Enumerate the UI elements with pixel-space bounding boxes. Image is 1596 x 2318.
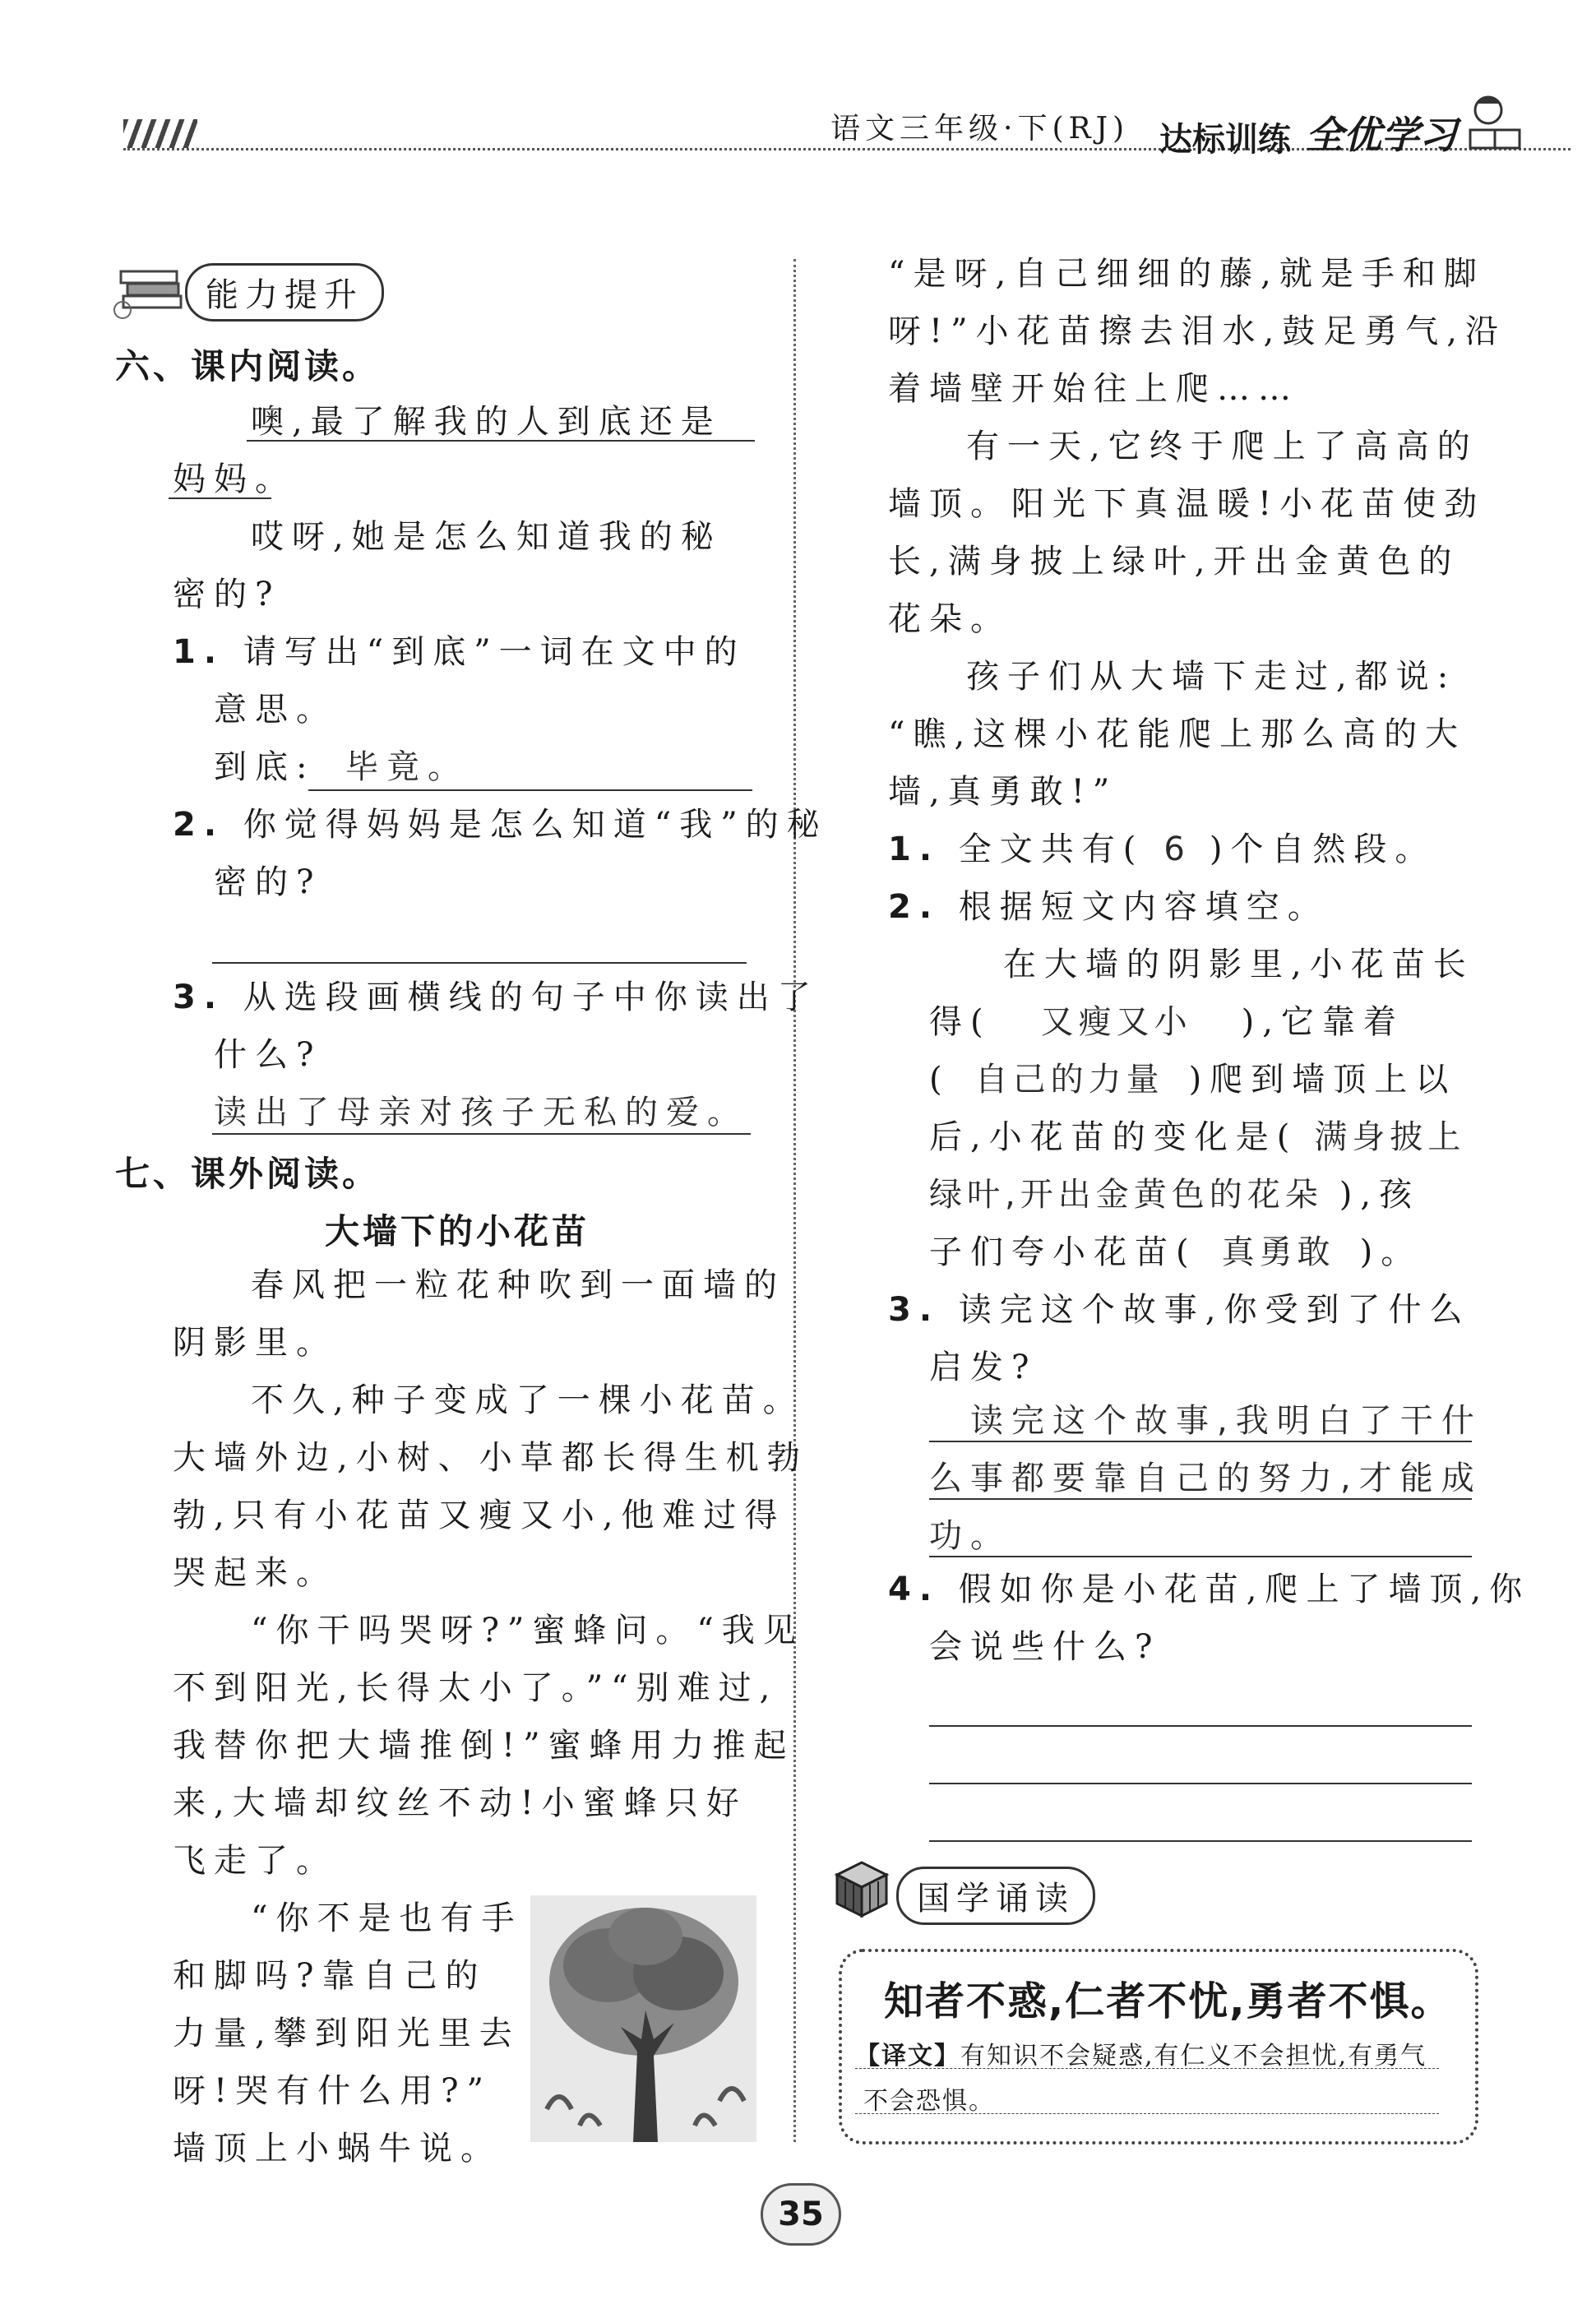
story-line: 不久,种子变成了一棵小花苗。 — [251, 1381, 804, 1419]
question-r1: 1. 全文共有( 6 )个自然段。 — [888, 831, 1436, 868]
fill-line5: 绿叶,开出金黄色的花朵 ),孩 — [929, 1176, 1421, 1214]
translation-underline — [855, 2068, 1439, 2069]
story-line: “瞧,这棵小花能爬上那么高的大 — [888, 715, 1467, 753]
story-line: “你干吗哭呀?”蜜蜂问。“我见 — [251, 1612, 804, 1649]
story-line: 着墙壁开始往上爬…… — [888, 370, 1299, 408]
section6-title: 六、课内阅读。 — [115, 346, 381, 386]
section-badge-classics: 国学诵读 — [896, 1867, 1095, 1925]
question-2-cont: 密的? — [214, 863, 322, 901]
passage1-line1: 噢,最了解我的人到底还是 — [251, 403, 722, 441]
story-line: “是呀,自己细细的藤,就是手和脚 — [888, 255, 1485, 293]
translation-line2: 不会恐惧。 — [863, 2087, 995, 2116]
story-line: 孩子们从大墙下走过,都说: — [966, 658, 1457, 696]
answer-r3-line2: 么事都要靠自己的努力,才能成 — [929, 1460, 1483, 1497]
question-r3-cont: 启发? — [929, 1349, 1038, 1386]
passage1-line4: 密的? — [173, 576, 281, 613]
reading-boy-icon — [1454, 90, 1528, 156]
books-icon — [111, 251, 189, 325]
page-number: 35 — [761, 2183, 841, 2246]
answer-line-blank[interactable] — [929, 1725, 1472, 1727]
question-r4-cont: 会说些什么? — [929, 1628, 1161, 1666]
fill-line4: 后,小花苗的变化是( 满身披上 — [929, 1118, 1466, 1156]
column-divider — [793, 259, 796, 2142]
classic-quote: 知者不惑,仁者不忧,勇者不惧。 — [884, 1978, 1452, 2024]
question-1: 1. 请写出“到底”一词在文中的 — [173, 633, 746, 671]
story-line: 墙顶上小蜗牛说。 — [173, 2130, 502, 2168]
answer-line-blank[interactable] — [929, 1783, 1472, 1784]
header-decoration — [123, 119, 197, 148]
fill-line3: ( 自己的力量 )爬到墙顶上以 — [929, 1061, 1457, 1099]
story-line: 勃,只有小花苗又瘦又小,他难过得 — [173, 1497, 786, 1534]
story-line: 大墙外边,小树、小草都长得生机勃 — [173, 1439, 808, 1477]
question-3-cont: 什么? — [214, 1036, 322, 1074]
story-title: 大墙下的小花苗 — [325, 1211, 590, 1252]
answer-r3-line1: 读完这个故事,我明白了干什 — [970, 1402, 1483, 1440]
translation-line1: 【译文】有知识不会疑惑,有仁义不会担忧,有勇气 — [855, 2042, 1427, 2070]
answer-line — [929, 1498, 1472, 1500]
passage-underline — [169, 497, 271, 499]
story-line: 不到阳光,长得太小了。”“别难过, — [173, 1669, 779, 1707]
header-subject: 语文三年级·下(RJ) — [830, 112, 1130, 146]
answer-line — [308, 789, 752, 791]
header-brand: 达标训练 — [1159, 121, 1291, 159]
story-line: 墙顶。阳光下真温暖!小花苗使劲 — [888, 485, 1486, 523]
answer-line — [929, 1556, 1472, 1557]
story-line: “你不是也有手 — [251, 1899, 523, 1937]
story-line: 呀!”小花苗擦去泪水,鼓足勇气,沿 — [888, 312, 1506, 350]
fill-line6: 子们夸小花苗( 真勇敢 )。 — [929, 1233, 1423, 1271]
passage1-line3: 哎呀,她是怎么知道我的秘 — [251, 518, 722, 556]
header-logo: 全优学习 — [1306, 113, 1457, 157]
question-2: 2. 你觉得妈妈是怎么知道“我”的秘 — [173, 806, 828, 844]
story-line: 我替你把大墙推倒!”蜜蜂用力推起 — [173, 1727, 795, 1765]
answer-1-label: 到底: — [214, 748, 316, 786]
answer-line-blank[interactable] — [212, 962, 747, 964]
question-r3: 3. 读完这个故事,你受到了什么 — [888, 1291, 1471, 1329]
story-line: 呀!哭有什么用?” — [173, 2072, 492, 2110]
story-line: 和脚吗?靠自己的 — [173, 1957, 487, 1995]
section-badge-ability: 能力提升 — [185, 263, 384, 322]
story-line: 墙,真勇敢!” — [888, 773, 1118, 811]
story-line: 哭起来。 — [173, 1554, 337, 1592]
translation-underline — [855, 2113, 1439, 2114]
question-r2: 2. 根据短文内容填空。 — [888, 888, 1329, 926]
tree-illustration — [530, 1895, 756, 2142]
story-line: 长,满身披上绿叶,开出金黄色的 — [888, 543, 1460, 581]
story-line: 花朵。 — [888, 600, 1011, 638]
fill-line2: 得( 又瘦又小 ),它靠着 — [929, 1003, 1404, 1041]
answer-3-text: 读出了母亲对孩子无私的爱。 — [214, 1094, 748, 1131]
question-r4: 4. 假如你是小花苗,爬上了墙顶,你 — [888, 1571, 1531, 1608]
question-1-cont: 意思。 — [214, 691, 337, 729]
story-line: 力量,攀到阳光里去 — [173, 2015, 520, 2052]
answer-line — [212, 1133, 751, 1135]
answer-1-text: 毕竟。 — [345, 748, 469, 786]
story-line: 飞走了。 — [173, 1842, 337, 1880]
answer-line — [929, 1441, 1472, 1442]
answer-r3-line3: 功。 — [929, 1517, 1011, 1555]
section7-title: 七、课外阅读。 — [115, 1154, 381, 1194]
answer-line-blank[interactable] — [929, 1840, 1472, 1842]
question-3: 3. 从选段画横线的句子中你读出了 — [173, 979, 819, 1016]
fill-line1: 在大墙的阴影里,小花苗长 — [1003, 946, 1474, 983]
story-line: 来,大墙却纹丝不动!小蜜蜂只好 — [173, 1784, 747, 1822]
passage-underline — [247, 440, 755, 442]
story-line: 有一天,它终于爬上了高高的 — [966, 428, 1478, 465]
story-line: 阴影里。 — [173, 1324, 337, 1362]
story-line: 春风把一粒花种吹到一面墙的 — [251, 1266, 785, 1304]
passage1-line2: 妈妈。 — [173, 460, 296, 498]
rubiks-cube-icon — [829, 1854, 895, 1920]
